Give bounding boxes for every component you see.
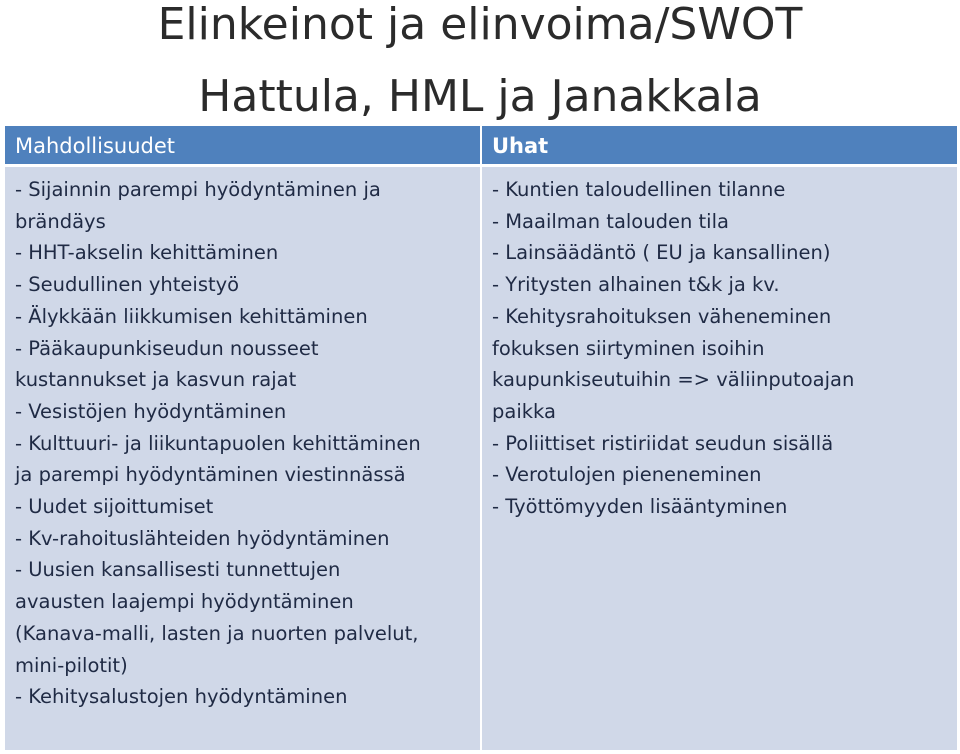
- opportunity-line: (Kanava-malli, lasten ja nuorten palvelut,: [15, 621, 419, 645]
- threats-list: [492, 174, 947, 523]
- swot-table: [4, 126, 957, 750]
- threat-line: kaupunkiseutuihin => väliinputoajan: [492, 368, 855, 392]
- threat-line: - Verotulojen pieneneminen: [492, 463, 762, 487]
- opportunity-line: kustannukset ja kasvun rajat: [15, 368, 297, 392]
- opportunity-line: - Vesistöjen hyödyntäminen: [15, 399, 287, 423]
- opportunity-line: - Älykkään liikkumisen kehittäminen: [15, 304, 368, 328]
- threat-line: - Yritysten alhainen t&k ja kv.: [492, 273, 780, 297]
- threats-body: [482, 167, 957, 750]
- threats-column: [482, 126, 957, 750]
- title-line-1: Elinkeinot ja elinvoima/SWOT: [157, 0, 803, 50]
- opportunity-line: ja parempi hyödyntäminen viestinnässä: [15, 463, 406, 487]
- opportunity-line: mini-pilotit): [15, 653, 128, 677]
- threats-header: Uhat: [482, 126, 957, 167]
- opportunities-body: [5, 167, 480, 750]
- opportunity-line: - Seudullinen yhteistyö: [15, 273, 240, 297]
- threat-line: - Poliittiset ristiriidat seudun sisällä: [492, 431, 834, 455]
- opportunity-line: - HHT-akselin kehittäminen: [15, 241, 279, 265]
- threat-line: - Maailman talouden tila: [492, 209, 729, 233]
- threat-line: - Kehitysrahoituksen väheneminen: [492, 304, 832, 328]
- threat-line: fokuksen siirtyminen isoihin: [492, 336, 765, 360]
- opportunity-line: avausten laajempi hyödyntäminen: [15, 590, 354, 614]
- opportunity-line: - Kulttuuri- ja liikuntapuolen kehittäminen: [15, 431, 421, 455]
- opportunity-line: - Uusien kansallisesti tunnettujen: [15, 558, 341, 582]
- threat-line: - Lainsäädäntö ( EU ja kansallinen): [492, 241, 831, 265]
- threat-line: - Kuntien taloudellinen tilanne: [492, 178, 786, 201]
- title-line-2: Hattula, HML ja Janakkala: [198, 71, 762, 122]
- threat-line: paikka: [492, 399, 556, 423]
- opportunity-line: - Kehitysalustojen hyödyntäminen: [15, 685, 348, 709]
- opportunity-line: - Uudet sijoittumiset: [15, 495, 214, 519]
- opportunities-header: Mahdollisuudet: [5, 126, 480, 167]
- opportunity-line: - Kv-rahoituslähteiden hyödyntäminen: [15, 526, 390, 550]
- opportunities-column: [5, 126, 482, 750]
- opportunity-line: brändäys: [15, 209, 106, 233]
- opportunity-line: - Pääkaupunkiseudun nousseet: [15, 336, 319, 360]
- opportunity-line: - Sijainnin parempi hyödyntäminen ja: [15, 178, 381, 201]
- threat-line: - Työttömyyden lisääntyminen: [492, 495, 788, 519]
- opportunities-list: [15, 174, 470, 713]
